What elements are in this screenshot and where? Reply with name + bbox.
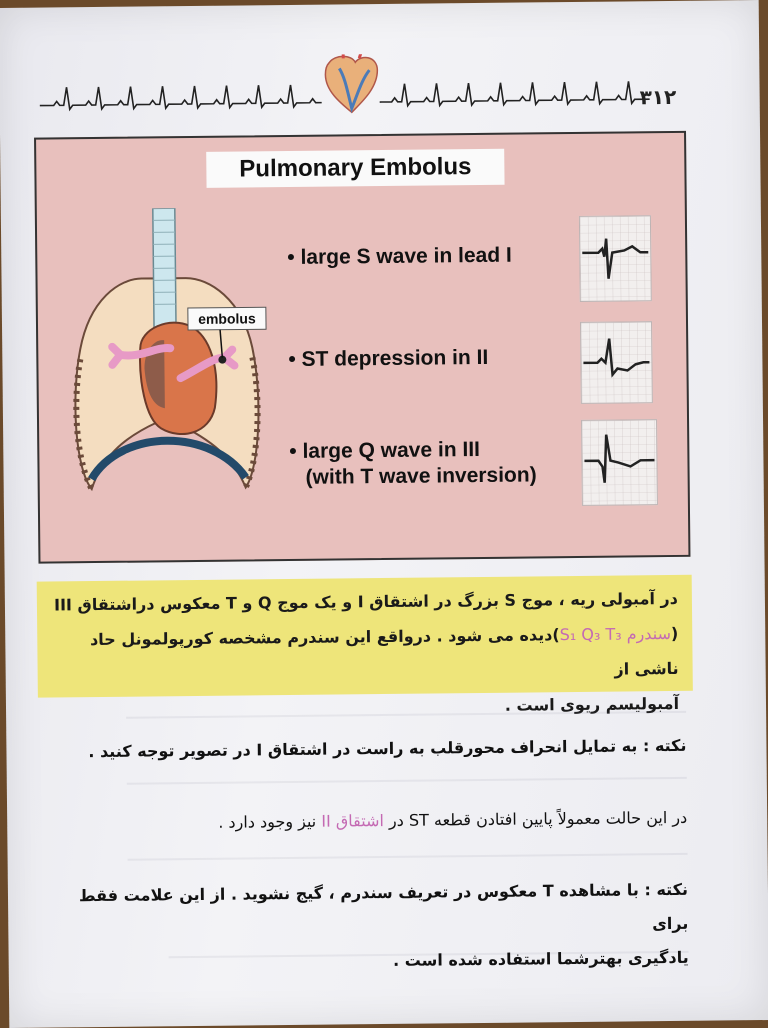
syndrome-label: سندرم S₁ Q₃ T₃ (559, 624, 672, 645)
figure-title: Pulmonary Embolus (206, 149, 504, 188)
ecg-lead-2-image (580, 321, 653, 404)
pulmonary-embolus-figure (34, 131, 690, 564)
highlight-line-3: آمبولیسم ریوی است . (504, 693, 680, 715)
note-2-line-2: یادگیری بهترشما استفاده شده است . (392, 947, 689, 970)
embolus-label: embolus (198, 310, 256, 327)
paragraph-before: در این حالت معمولاً پایین افتادن قطعه ST در (388, 807, 688, 830)
heart-icon (325, 52, 378, 113)
st-depression-paragraph (67, 801, 687, 841)
paragraph-after: نیز وجود دارد . (218, 811, 317, 832)
note-1-label: نکته : (642, 735, 687, 756)
page-number: ۳۱۲ (639, 84, 677, 110)
highlight-line-1: در آمبولی ریه ، موج S بزرگ در اشتقاق I و یک موج Q و T معکوس دراشتقاق III (53, 588, 678, 615)
bullet-lead-2: • ST depression in II (288, 345, 489, 371)
bullet-lead-1: • large S wave in lead I (287, 243, 512, 269)
note-1-text: به تمایل انحراف محورقلب به راست در اشتقاق I در تصویر توجه کنید . (88, 736, 638, 762)
note-2-line-1 (68, 873, 689, 947)
note-2 (68, 873, 689, 981)
ecg-lead-3-image (581, 419, 658, 506)
note-2-text-1: با مشاهده T معکوس در تعریف سندرم ، گیج نشوید . از این علامت فقط برای (78, 880, 689, 934)
note-2-label: نکته : (644, 879, 689, 900)
bullet-lead-3: • large Q wave in III (289, 437, 481, 463)
lead-2-highlight: اشتقاق II (321, 811, 384, 831)
header-ecg-strip (39, 51, 680, 118)
highlight-paragraph (37, 575, 693, 715)
paren-open: ( (670, 623, 679, 644)
highlight-line-2 (51, 616, 679, 693)
highlight-line-2-rest: )دیده می شود . درواقع این سندرم مشخصه کورپولمونل حاد ناشی از (89, 625, 679, 679)
lungs-heart-illustration (59, 207, 272, 499)
ecg-lead-1-image (579, 215, 652, 302)
note-1 (66, 729, 686, 769)
bullet-lead-3-sub: (with T wave inversion) (305, 463, 537, 489)
